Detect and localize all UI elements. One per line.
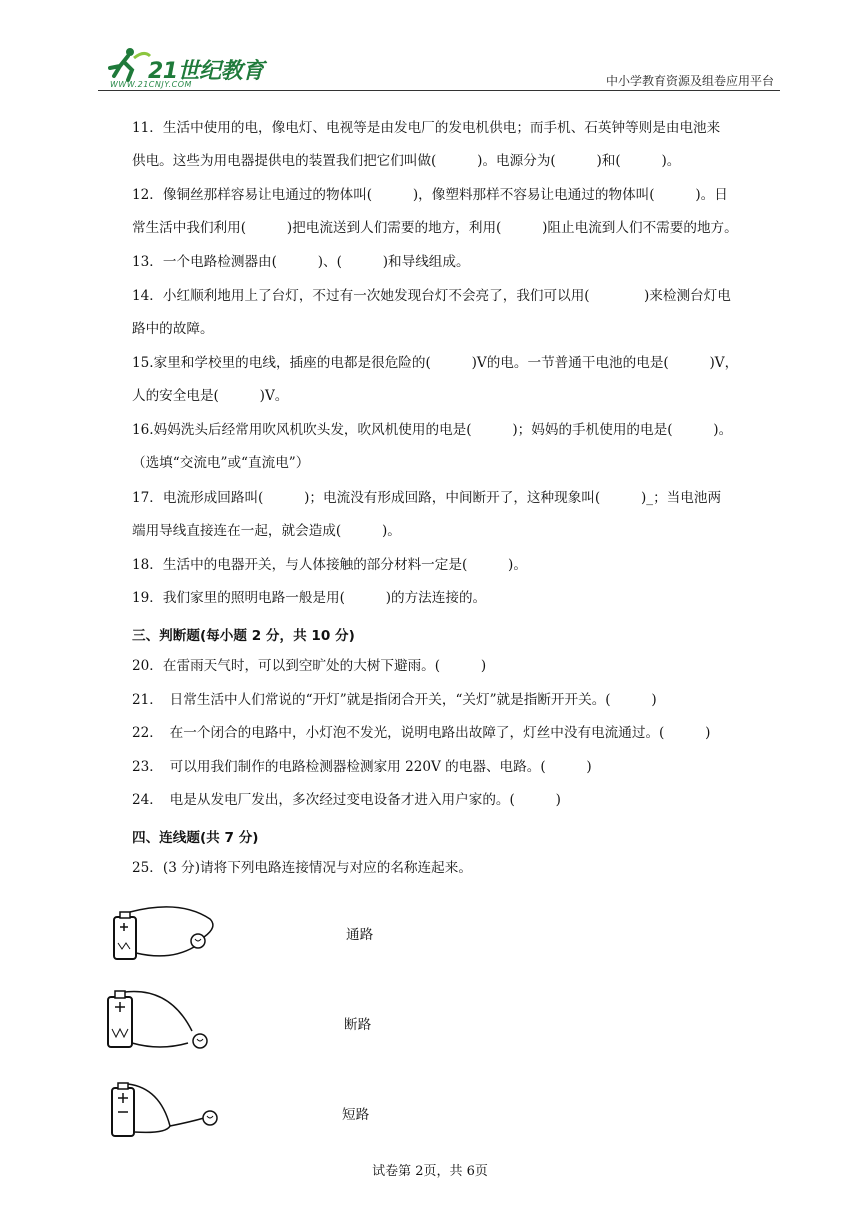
circuit-label-closed: 通路	[346, 927, 374, 943]
section-title-judge: 三、判断题(每小题 2 分，共 10 分)	[132, 628, 355, 644]
logo-text: 21世纪教育	[148, 59, 264, 84]
question-line: 17．电流形成回路叫( )；电流没有形成回路，中间断开了，这种现象叫( )_；当电池两	[132, 490, 722, 506]
judge-item: 24． 电是从发电厂发出，多次经过变电设备才进入用户家的。( )	[132, 792, 561, 808]
question-line: 12．像铜丝那样容易让电通过的物体叫( )，像塑料那样不容易让电通过的物体叫( )。日	[132, 187, 728, 203]
platform-name: 中小学教育资源及组卷应用平台	[605, 74, 774, 88]
judge-item: 21． 日常生活中人们常说的“开灯”就是指闭合开关，“关灯”就是指断开开关。( )	[132, 692, 657, 708]
question-line: 14．小红顺利地用上了台灯，不过有一次她发现台灯不会亮了，我们可以用( )来检测台灯电	[132, 288, 731, 304]
question-line: 16.妈妈洗头后经常用吹风机吹头发，吹风机使用的电是( )；妈妈的手机使用的电是( )。	[132, 422, 733, 438]
logo-url: WWW.21CNJY.COM	[110, 80, 192, 89]
question-line: 人的安全电是( )V。	[132, 388, 289, 404]
circuit-label-short: 短路	[342, 1107, 370, 1123]
section-title-matching: 四、连线题(共 7 分)	[132, 830, 259, 846]
judge-item: 23． 可以用我们制作的电路检测器检测家用 220V 的电器、电路。( )	[132, 759, 592, 775]
page-footer: 试卷第 2页，共 6页	[372, 1164, 488, 1179]
question-line: 常生活中我们利用( )把电流送到人们需要的地方，利用( )阻止电流到人们不需要的地方。	[132, 220, 738, 236]
question-line: 供电。这些为用电器提供电的装置我们把它们叫做( )。电源分为( )和( )。	[132, 153, 681, 169]
page-header	[98, 40, 780, 91]
question-line: 19．我们家里的照明电路一般是用( )的方法连接的。	[132, 590, 487, 606]
question-line: 路中的故障。	[132, 321, 214, 337]
question-line: （选填“交流电”或“直流电”）	[132, 455, 310, 471]
question-25: 25．(3 分)请将下列电路连接情况与对应的名称连起来。	[132, 860, 472, 876]
question-line: 13．一个电路检测器由( )、( )和导线组成。	[132, 254, 470, 270]
question-line: 端用导线直接连在一起，就会造成( )。	[132, 523, 401, 539]
question-line: 18．生活中的电器开关，与人体接触的部分材料一定是( )。	[132, 557, 527, 573]
circuit-open-figure	[100, 985, 230, 1057]
question-line: 11．生活中使用的电，像电灯、电视等是由发电厂的发电机供电；而手机、石英钟等则是由电池来	[132, 120, 721, 136]
judge-item: 22． 在一个闭合的电路中，小灯泡不发光，说明电路出故障了，灯丝中没有电流通过。( )	[132, 725, 711, 741]
circuit-label-open: 断路	[344, 1017, 372, 1033]
judge-item: 20．在雷雨天气时，可以到空旷处的大树下避雨。( )	[132, 658, 487, 674]
circuit-closed-figure	[100, 905, 230, 967]
question-line: 15.家里和学校里的电线，插座的电都是很危险的( )V的电。一节普通干电池的电是( )V，	[132, 355, 739, 371]
circuit-short-figure	[100, 1078, 230, 1144]
